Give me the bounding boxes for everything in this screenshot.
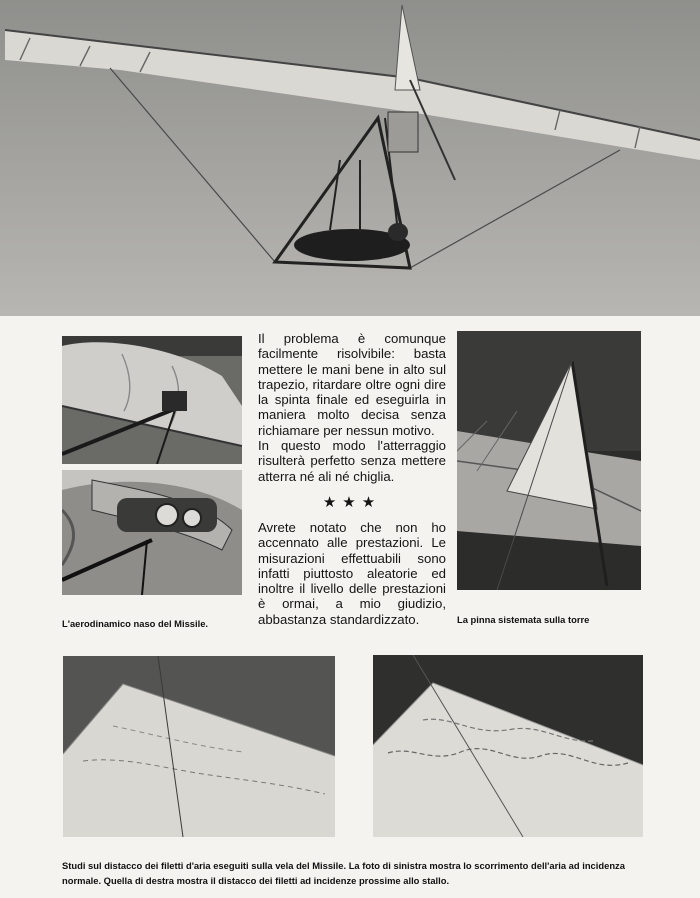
glider-nose-detail-photo [62, 470, 242, 595]
fin-on-tower-photo [457, 331, 641, 590]
glider-nose-photo [62, 336, 242, 464]
section-separator: ★★★ [322, 493, 382, 511]
hang-glider-flight-photo [0, 0, 700, 316]
sail-airflow-normal-photo [63, 656, 335, 837]
sail-studies-caption: Studi sul distacco dei filetti d'aria eseguiti sulla vela del Missile. La foto di sinistra mostra lo scorrimento dell'aria ad incidenza normale. Quella di destra mostra il distacco dei filetti ad incidenze prossime allo stallo. [62, 860, 625, 886]
fin-caption: La pinna sistemata sulla torre [457, 614, 590, 625]
article-paragraph: Il problema è comunque facilmente risolvibile: basta mettere le mani bene in alto sul trapezio, ritardare oltre ogni dire la spinta finale ed eseguirla in maniera molto decisa senza richiamare per nessun motivo. [258, 331, 446, 438]
article-text [258, 331, 446, 627]
article-paragraph: In questo modo l'atterraggio risulterà perfetto senza mettere atterra né ali né chiglia. [258, 438, 446, 484]
article-paragraph: Avrete notato che non ho accennato alle prestazioni. Le misurazioni effettuabili sono infatti piuttosto aleatorie ed inoltre il livello delle prestazioni è ormai, a mio giudizio, abbastanza standardizzato. [258, 519, 446, 627]
nose-caption: L'aerodinamico naso del Missile. [62, 618, 209, 629]
sail-airflow-stall-photo [373, 655, 643, 837]
